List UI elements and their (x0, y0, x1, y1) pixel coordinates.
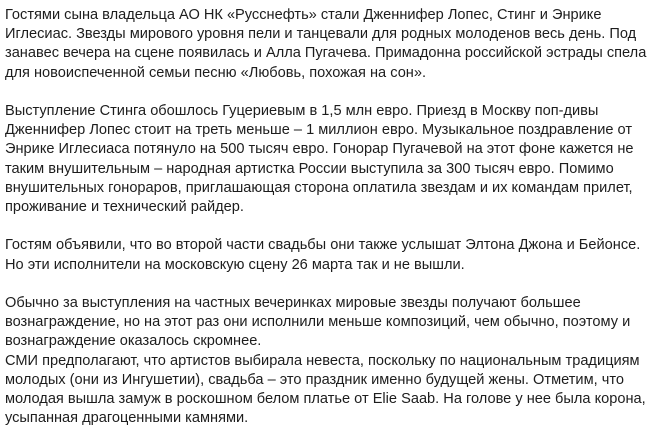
paragraph-private-parties: Обычно за выступления на частных вечеринках мировые звезды получают большее вознаграждение, но на этот раз они исполнили меньше композиций, чем обычно, поэтому и вознаграждение оказалось скромнее. (5, 295, 631, 350)
paragraph-media-assumptions: СМИ предполагают, что артистов выбирала невеста, поскольку по национальным традициям молодых (они из Ингушетии), свадьба – это праздник именно будущей жены. Отметим, что молодая вышла замуж в роскошном белом платье от Elie Saab. На голове у нее была корона, усыпанная драгоценными камнями. (5, 352, 646, 427)
paragraph-fees: Выступление Стинга обошлось Гуцериевым в 1,5 млн евро. Приезд в Москву поп-дивы Дженнифер Лопес стоит на треть меньше – 1 миллион евро. Музыкальное поздравление от Энрике Иглесиаса потянуло на 500 тысяч евро. Гонорар Пугачевой на этот фоне кажется не таким внушительным – народная артистка России выступила за 300 тысяч евро. Помимо внушительных гонораров, приглашающая сторона оплатила звездам и их командам прилет, проживание и технический райдер. (5, 103, 634, 216)
paragraph-guests: Гостями сына владельца АО НК «Русснефть» стали Дженнифер Лопес, Стинг и Энрике Иглесиас. Звезды мирового уровня пели и танцевали для родных молоденов весь день. Под занавес вечера на сцене появилась и Алла Пугачева. Примадонна российской эстрады спела для новоиспеченной семьи песню «Любовь, похожая на сон». (5, 7, 647, 81)
article-body (5, 6, 653, 428)
paragraph-second-part: Гостям объявили, что во второй части свадьбы они также услышат Элтона Джона и Бейонсе. Но эти исполнители на московскую сцену 26 марта так и не вышли. (5, 237, 641, 273)
